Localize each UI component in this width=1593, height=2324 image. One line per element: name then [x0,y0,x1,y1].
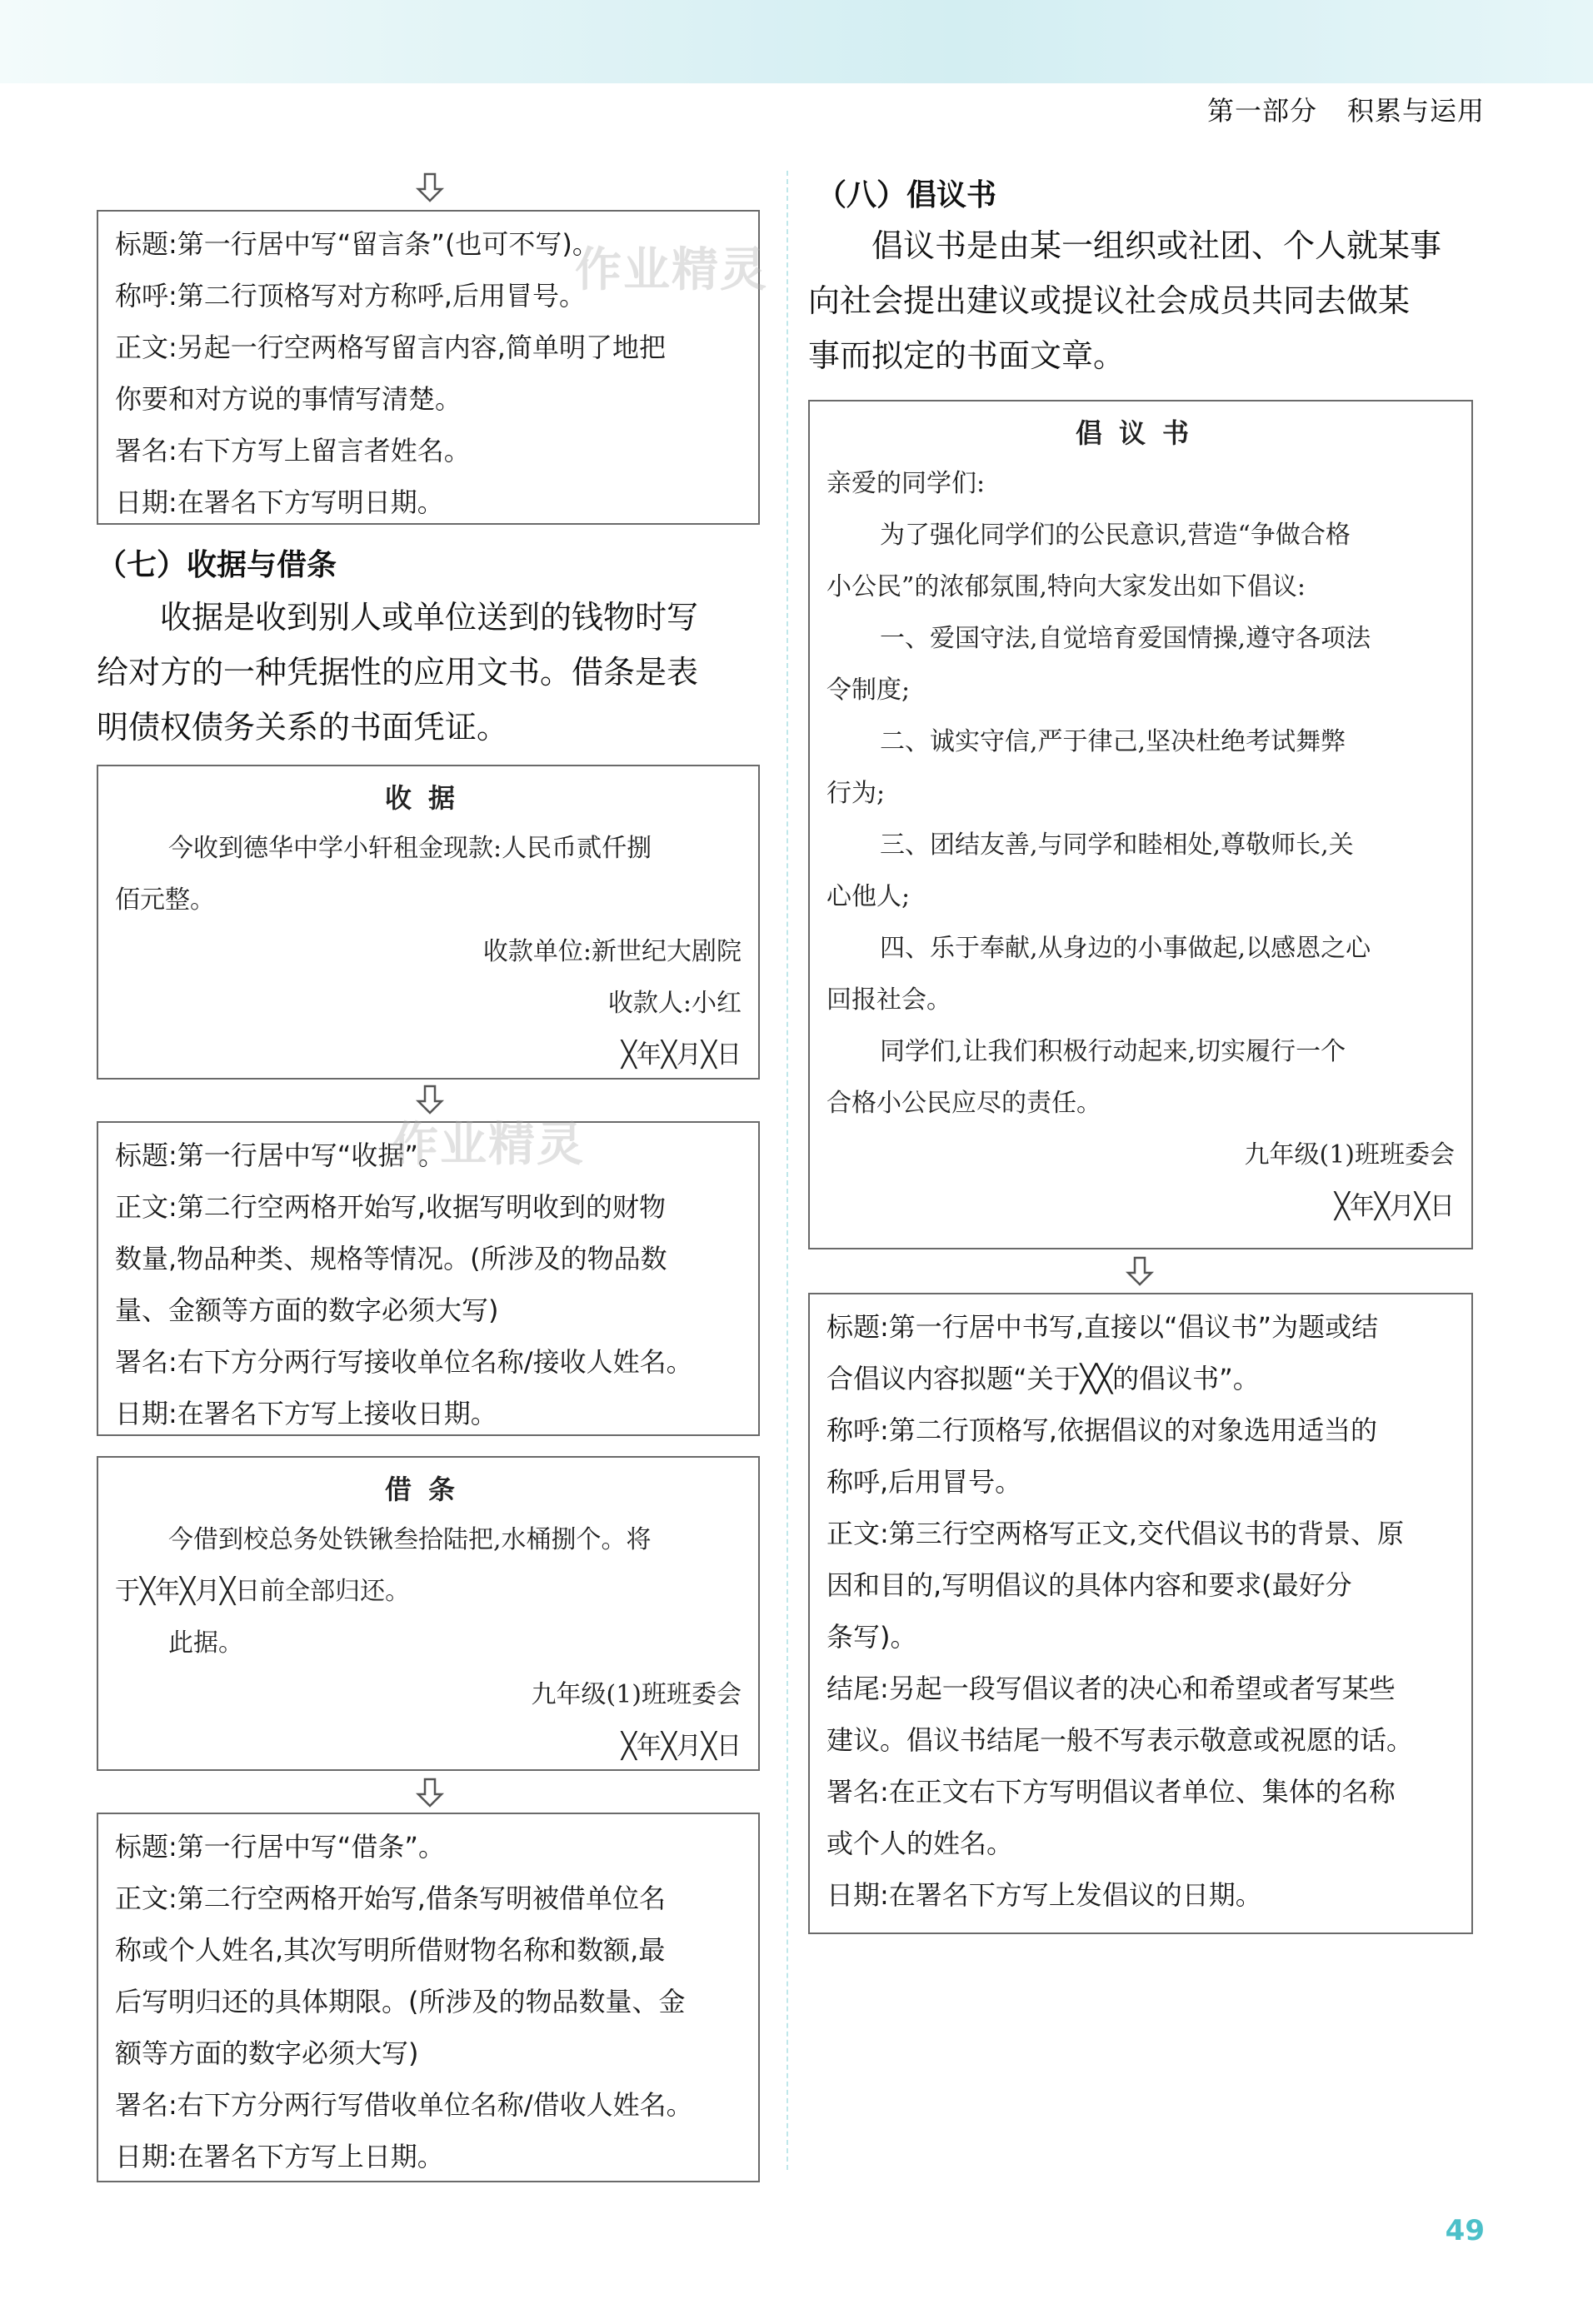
iou-closing: 此据。 [168,1628,243,1658]
watermark: 作业精灵 [392,1118,585,1172]
paragraph-line: 向社会提出建议或提议社会成员共同去做某 [808,282,1411,319]
receipt-unit: 收款单位:新世纪大剧院 [482,937,742,966]
format-line: 署名:右下方分两行写借收单位名称/借收人姓名。 [115,2089,693,2121]
proposal-line: 三、团结友善,与同学和睦相处,尊敬师长,关 [880,830,1354,860]
format-line: 署名:右下方分两行写接收单位名称/接收人姓名。 [115,1346,693,1378]
format-line: 正文:第三行空两格写正文,交代倡议书的背景、原 [826,1518,1404,1549]
proposal-line: 二、诚实守信,严于律己,坚决杜绝考试舞弊 [880,727,1346,756]
proposal-title: 倡议书 [1075,417,1206,449]
format-line: 数量,物品种类、规格等情况。(所涉及的物品数 [115,1243,667,1274]
iou-format-box [97,1813,760,2182]
format-line: 署名:右下方写上留言者姓名。 [115,435,471,466]
down-arrow-icon [1123,1254,1156,1288]
format-line: 你要和对方说的事情写清楚。 [115,383,462,415]
proposal-line: 行为; [826,779,886,808]
format-line: 称呼:第二行顶格写,依据倡议的对象选用适当的 [826,1414,1377,1446]
proposal-line: 小公民”的浓郁氛围,特向大家发出如下倡议: [826,572,1306,601]
format-line: 结尾:另起一段写倡议者的决心和希望或者写某些 [826,1673,1396,1704]
format-line: 或个人的姓名。 [826,1828,1014,1859]
header-part: 第一部分 [1206,95,1317,127]
proposal-line: 心他人; [826,882,911,911]
proposal-line: 令制度; [826,676,911,705]
format-line: 正文:另起一行空两格写留言内容,简单明了地把 [115,332,666,363]
format-line: 标题:第一行居中写“借条”。 [115,1831,445,1863]
page-number: 49 [1445,2214,1485,2247]
format-line: 标题:第一行居中写“收据”。 [115,1140,445,1171]
header-section: 积累与运用 [1346,95,1485,127]
proposal-line: 一、爱国守法,自觉培育爱国情操,遵守各项法 [880,624,1371,653]
format-line: 标题:第一行居中书写,直接以“倡议书”为题或结 [826,1311,1379,1343]
receipt-sample-box [97,765,760,1080]
watermark: 作业精灵 [575,243,768,297]
format-line: 日期:在署名下方写上接收日期。 [115,1398,497,1429]
paragraph-line: 收据是收到别人或单位送到的钱物时写 [160,599,699,636]
receipt-date: ╳年╳月╳日 [621,1040,742,1070]
receipt-title: 收据 [384,782,472,814]
format-line: 标题:第一行居中写“留言条”(也可不写)。 [115,228,599,260]
down-arrow-icon [413,171,447,204]
section-heading-8: （八）倡议书 [816,178,997,212]
receipt-body-line: 今收到德华中学小轩租金现款:人民币贰仟捌 [168,834,652,863]
header-band [0,0,1593,83]
proposal-signer: 九年级(1)班班委会 [1244,1140,1455,1169]
proposal-format-box [808,1293,1473,1934]
paragraph-line: 给对方的一种凭据性的应用文书。借条是表 [97,654,699,691]
receipt-body-line: 佰元整。 [115,885,215,915]
proposal-line: 为了强化同学们的公民意识,营造“争做合格 [880,521,1351,550]
section-8-paragraph [808,218,1441,383]
format-line: 称呼,后用冒号。 [826,1466,1022,1498]
iou-date: ╳年╳月╳日 [621,1732,742,1761]
iou-sample-box [97,1456,760,1771]
iou-body-line: 今借到校总务处铁锹叁拾陆把,水桶捌个。将 [168,1525,652,1554]
format-line: 额等方面的数字必须大写) [115,2037,419,2069]
format-line: 称呼:第二行顶格写对方称呼,后用冒号。 [115,280,586,312]
iou-signer: 九年级(1)班班委会 [531,1680,742,1709]
page-header [1207,90,1485,128]
down-arrow-icon [413,1776,447,1809]
format-line: 正文:第二行空两格开始写,收据写明收到的财物 [115,1191,666,1223]
paragraph-line: 倡议书是由某一组织或社团、个人就某事 [871,227,1442,264]
receipt-receiver: 收款人:小红 [607,989,742,1018]
format-line: 署名:在正文右下方写明倡议者单位、集体的名称 [826,1776,1396,1808]
format-line: 合倡议内容拟题“关于╳╳的倡议书”。 [826,1363,1260,1394]
paragraph-line: 事而拟定的书面文章。 [808,337,1126,374]
proposal-sample-box [808,400,1473,1249]
format-line: 称或个人姓名,其次写明所借财物名称和数额,最 [115,1934,666,1966]
proposal-line: 回报社会。 [826,985,951,1015]
proposal-line: 同学们,让我们积极行动起来,切实履行一个 [880,1037,1346,1066]
proposal-greeting: 亲爱的同学们: [826,469,986,498]
iou-body-line: 于╳年╳月╳日前全部归还。 [115,1577,411,1606]
paragraph-line: 明债权债务关系的书面凭证。 [97,709,509,746]
format-line: 后写明归还的具体期限。(所涉及的物品数量、金 [115,1986,686,2017]
section-7-paragraph [97,590,698,755]
format-line: 条写)。 [826,1621,917,1653]
proposal-line: 合格小公民应尽的责任。 [826,1089,1101,1118]
proposal-line: 四、乐于奉献,从身边的小事做起,以感恩之心 [880,934,1371,963]
format-line: 日期:在署名下方写上日期。 [115,2141,444,2172]
iou-title: 借条 [384,1474,472,1505]
column-divider [787,171,788,2170]
format-line: 日期:在署名下方写上发倡议的日期。 [826,1879,1262,1911]
format-line: 日期:在署名下方写明日期。 [115,486,444,518]
section-heading-7: （七）收据与借条 [97,548,337,582]
format-line: 因和目的,写明倡议的具体内容和要求(最好分 [826,1569,1352,1601]
format-line: 建议。倡议书结尾一般不写表示敬意或祝愿的话。 [826,1724,1414,1756]
format-line: 量、金额等方面的数字必须大写) [115,1294,499,1326]
proposal-date: ╳年╳月╳日 [1334,1192,1455,1221]
format-line: 正文:第二行空两格开始写,借条写明被借单位名 [115,1883,666,1914]
